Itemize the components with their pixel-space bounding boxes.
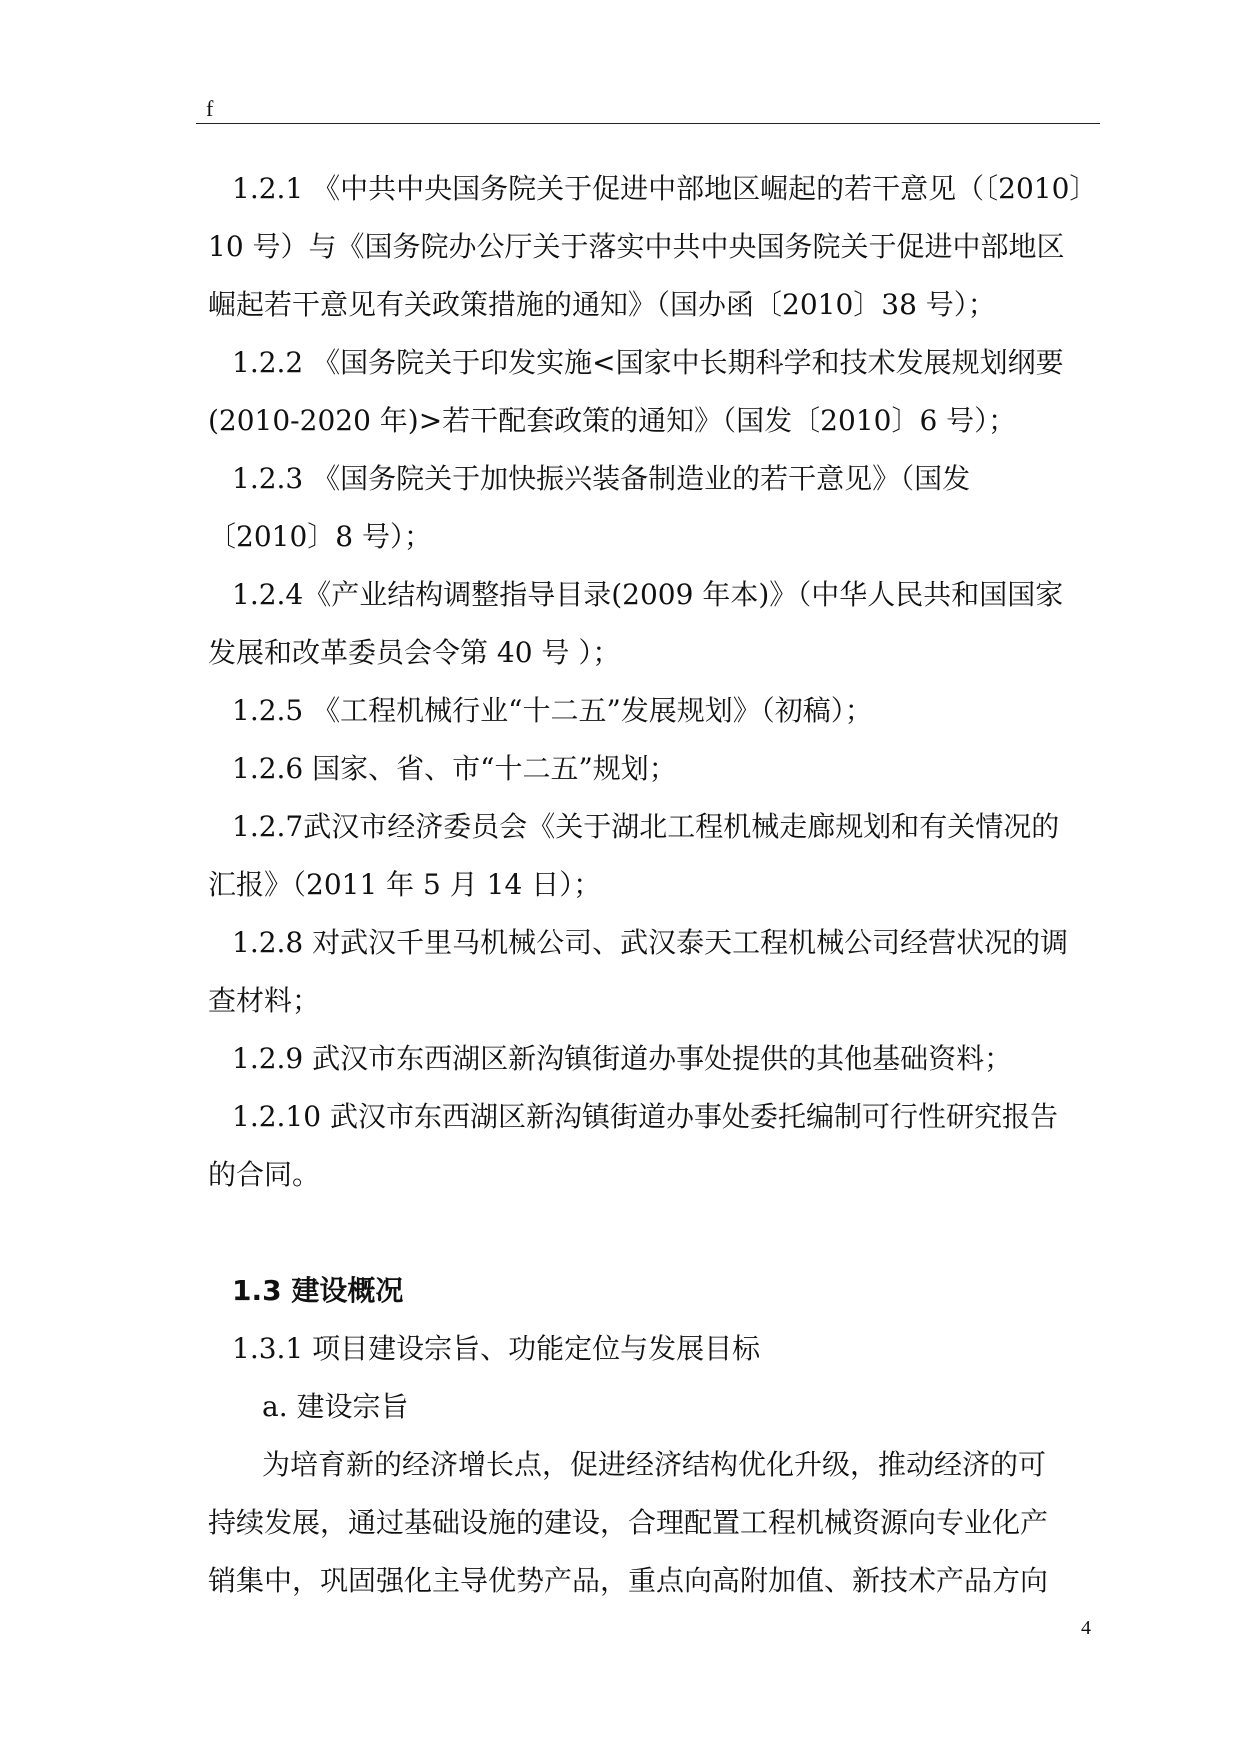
page-number: 4	[1081, 1617, 1091, 1639]
ref-1-2-8-line-2: 查材料；	[208, 984, 321, 1017]
ref-1-2-2-line-2: (2010-2020 年)>若干配套政策的通知》（国发〔2010〕6 号）；	[208, 404, 1017, 437]
ref-1-2-10-line-2: 的合同。	[208, 1158, 321, 1191]
ref-1-2-3-line-2: 〔2010〕8 号）；	[208, 520, 432, 553]
header-rule	[196, 123, 1100, 124]
para-line-3: 销集中，巩固强化主导优势产品，重点向高附加值、新技术产品方向	[208, 1564, 1049, 1597]
ref-1-2-1-line-3: 崛起若干意见有关政策措施的通知》（国办函〔2010〕38 号）；	[208, 288, 996, 321]
header-mark: f	[206, 96, 214, 121]
para-line-2: 持续发展，通过基础设施的建设，合理配置工程机械资源向专业化产	[208, 1506, 1049, 1539]
para-line-1: 为培育新的经济增长点，促进经济结构优化升级，推动经济的可	[262, 1448, 1047, 1481]
ref-1-2-1-line-2: 10 号）与《国务院办公厅关于落实中共中央国务院关于促进中部地区	[208, 230, 1065, 263]
section-heading: 1.3 建设概况	[232, 1274, 404, 1307]
ref-1-2-2-line-1: 1.2.2 《国务院关于印发实施<国家中长期科学和技术发展规划纲要	[232, 346, 1064, 379]
ref-1-2-4-line-1: 1.2.4《产业结构调整指导目录(2009 年本)》（中华人民共和国国家	[232, 578, 1064, 611]
ref-1-2-7-line-1: 1.2.7武汉市经济委员会《关于湖北工程机械走廊规划和有关情况的	[232, 810, 1060, 843]
section-gap	[208, 1204, 1088, 1262]
ref-1-2-8-line-1: 1.2.8 对武汉千里马机械公司、武汉泰天工程机械公司经营状况的调	[232, 926, 1069, 959]
ref-1-2-10-line-1: 1.2.10 武汉市东西湖区新沟镇街道办事处委托编制可行性研究报告	[232, 1100, 1058, 1133]
ref-1-2-9: 1.2.9 武汉市东西湖区新沟镇街道办事处提供的其他基础资料；	[232, 1042, 1013, 1075]
ref-1-2-4-line-2: 发展和改革委员会令第 40 号 ）；	[208, 636, 621, 669]
ref-1-2-1-line-1: 1.2.1 《中共中央国务院关于促进中部地区崛起的若干意见（〔2010〕	[232, 172, 1098, 205]
ref-1-2-5: 1.2.5 《工程机械行业“十二五”发展规划》（初稿）；	[232, 694, 873, 727]
item-label: a. 建设宗旨	[262, 1390, 409, 1423]
ref-1-2-3-line-1: 1.2.3 《国务院关于加快振兴装备制造业的若干意见》（国发	[232, 462, 971, 495]
ref-1-2-6: 1.2.6 国家、省、市“十二五”规划；	[232, 752, 677, 785]
sub-heading: 1.3.1 项目建设宗旨、功能定位与发展目标	[232, 1332, 761, 1365]
document-body	[208, 160, 1098, 1610]
ref-1-2-7-line-2: 汇报》（2011 年 5 月 14 日）；	[208, 868, 602, 901]
